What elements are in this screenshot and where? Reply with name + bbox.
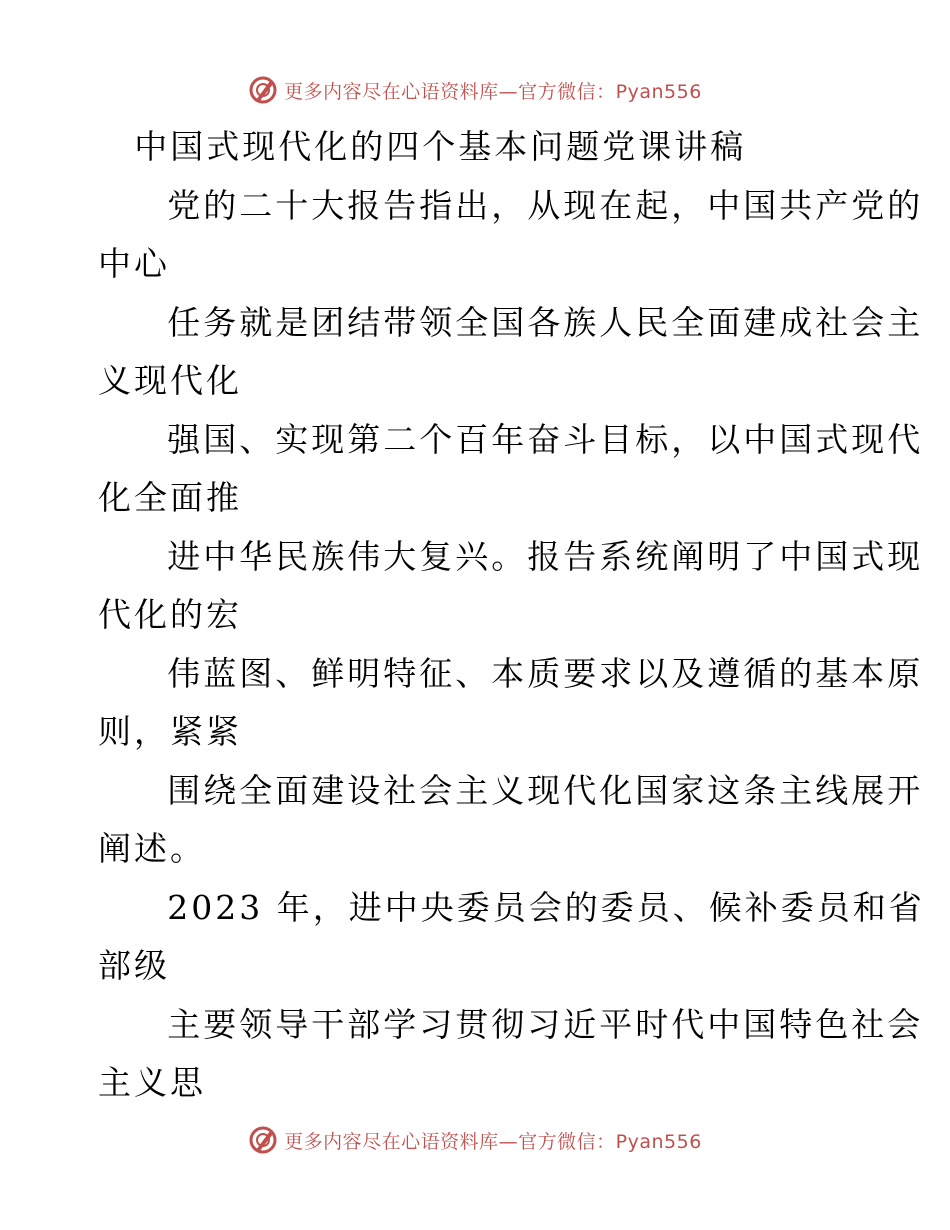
- pen-logo-icon: [248, 75, 278, 105]
- document-line: 伟蓝图、鲜明特征、本质要求以及遵循的基本原: [167, 653, 924, 693]
- document-line: 代化的宏: [98, 595, 242, 634]
- document-line: 任务就是团结带领全国各族人民全面建成社会主: [167, 302, 924, 342]
- footer-banner: [0, 1120, 950, 1160]
- document-line: 则，紧紧: [98, 712, 242, 751]
- document-line: 进中华民族伟大复兴。报告系统阐明了中国式现: [167, 536, 924, 576]
- document-lines: [98, 177, 925, 1113]
- document-line: 义现代化: [98, 361, 242, 400]
- header-banner: [0, 70, 950, 110]
- document-body: [98, 118, 925, 1113]
- document-line: 强国、实现第二个百年奋斗目标，以中国式现代: [167, 419, 924, 459]
- footer-banner-text: 更多内容尽在心语资料库—官方微信：Pyan556: [284, 1130, 702, 1153]
- document-line: 阐述。: [98, 829, 206, 868]
- document-title: 中国式现代化的四个基本问题党课讲稿: [134, 127, 747, 166]
- document-line: 主要领导干部学习贯彻习近平时代中国特色社会: [167, 1004, 924, 1044]
- document-line: 主义思: [98, 1063, 206, 1102]
- document-line: 围绕全面建设社会主义现代化国家这条主线展开: [167, 770, 924, 810]
- document-line: 中心: [98, 244, 170, 283]
- document-line: 化全面推: [98, 478, 242, 517]
- document-line: 部级: [98, 946, 170, 985]
- pen-logo-icon: [248, 1125, 278, 1155]
- document-line: 2023 年，进中央委员会的委员、候补委员和省: [167, 887, 925, 927]
- document-line: 党的二十大报告指出，从现在起，中国共产党的: [167, 185, 924, 225]
- header-banner-text: 更多内容尽在心语资料库—官方微信：Pyan556: [284, 80, 702, 103]
